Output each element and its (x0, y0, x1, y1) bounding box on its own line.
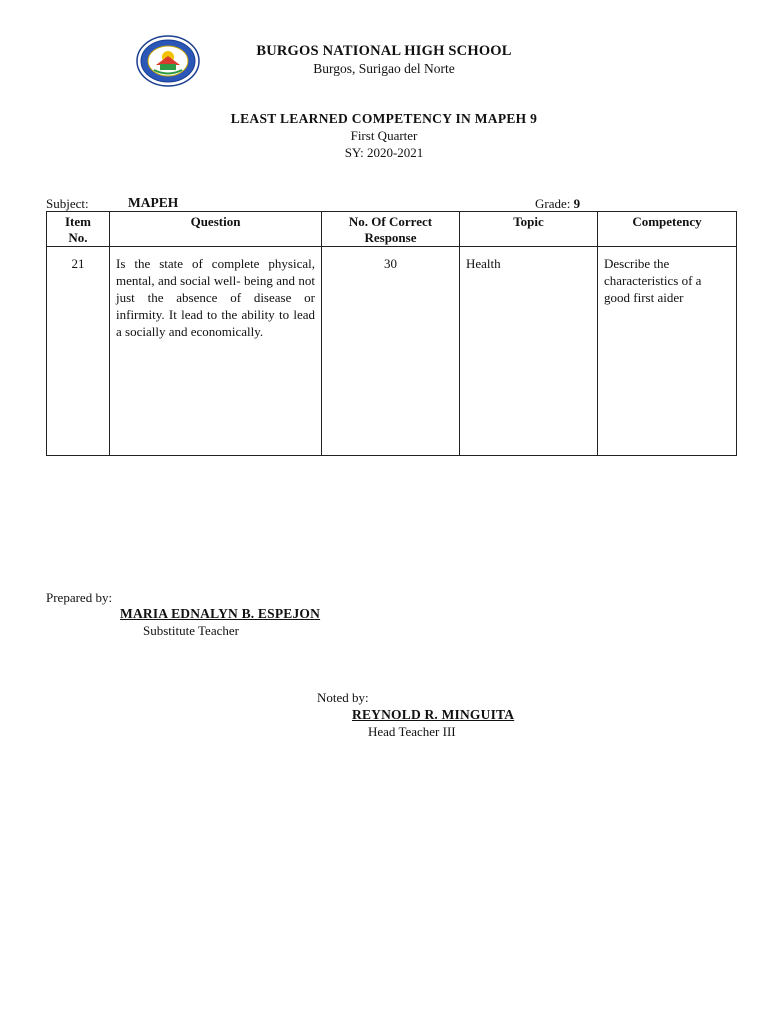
table-row (47, 247, 737, 456)
prepared-by-name: MARIA EDNALYN B. ESPEJON (120, 606, 321, 621)
cell-competency: Describe the characteristics of a good first aider (598, 247, 737, 456)
subject-value: MAPEH (128, 195, 179, 210)
header-correct-response (322, 212, 460, 247)
subject-label: Subject: (46, 196, 89, 211)
noted-by-label: Noted by: (317, 690, 369, 705)
header-topic: Topic (460, 212, 598, 247)
header-competency: Competency (598, 212, 737, 247)
grade-value: 9 (573, 196, 581, 211)
table-header-row (47, 212, 737, 247)
prepared-by-label: Prepared by: (46, 590, 113, 605)
school-address: Burgos, Surigao del Norte (313, 61, 455, 76)
cell-topic: Health (460, 247, 598, 456)
header-question: Question (110, 212, 322, 247)
noted-by-name: REYNOLD R. MINGUITA (352, 707, 515, 722)
header-item-line1: Item (65, 214, 91, 229)
grade-line (535, 196, 580, 212)
header-item-no (47, 212, 110, 247)
cell-item-no: 21 (47, 247, 110, 456)
header-correct-line2: Response (364, 230, 417, 245)
document-title: LEAST LEARNED COMPETENCY IN MAPEH 9 (230, 111, 538, 126)
cell-question: Is the state of complete physical, mental, and social well- being and not just the absence of disease or infirmity. It lead to the ability to lead a socially and economically. (110, 247, 322, 456)
cell-correct-response: 30 (322, 247, 460, 456)
grade-label: Grade: (535, 196, 571, 211)
document-quarter: First Quarter (350, 128, 418, 143)
document-school-year: SY: 2020-2021 (344, 145, 424, 160)
noted-by-role: Head Teacher III (368, 724, 456, 739)
header-correct-line1: No. Of Correct (348, 214, 433, 229)
header-item-line2: No. (68, 230, 88, 245)
school-name: BURGOS NATIONAL HIGH SCHOOL (256, 43, 512, 59)
prepared-by-role: Substitute Teacher (143, 623, 239, 638)
competency-table (46, 211, 737, 456)
